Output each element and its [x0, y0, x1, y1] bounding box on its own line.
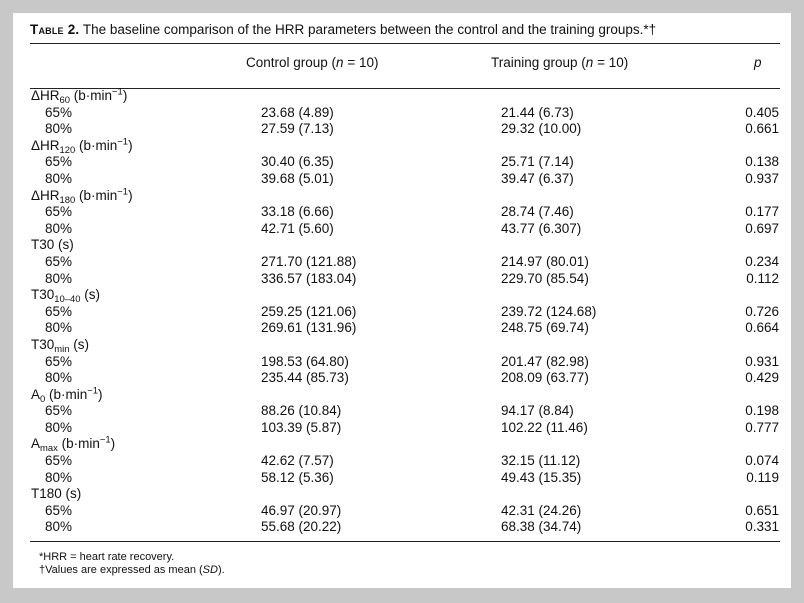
table-row — [13, 420, 791, 437]
group-label-row — [13, 436, 791, 453]
table-title: The baseline comparison of the HRR parameters between the control and the training groups.*† — [79, 22, 657, 37]
training-value-cell: 248.75 (69.74) — [501, 320, 589, 336]
control-value-cell: 58.12 (5.36) — [261, 469, 334, 485]
header-control-group: Control group (n = 10) — [246, 55, 379, 70]
training-value-cell: 43.77 (6.307) — [501, 220, 582, 236]
table-row — [13, 221, 791, 238]
top-rule — [30, 43, 780, 44]
parameter-label: $T30_{10-40}$ (s) — [31, 287, 101, 306]
control-value-cell: 271.70 (121.88) — [261, 253, 357, 269]
training-value-cell: 28.74 (7.46) — [501, 204, 574, 220]
table-row — [13, 519, 791, 536]
intensity-cell: 80% — [45, 220, 73, 236]
table-row — [13, 453, 791, 470]
table-row — [13, 171, 791, 188]
intensity-cell: 80% — [45, 270, 73, 286]
control-value-cell: 103.39 (5.87) — [261, 419, 342, 435]
p-value-cell: 0.405 — [745, 104, 779, 120]
intensity-cell: 80% — [45, 121, 73, 137]
training-value-cell: 201.47 (82.98) — [501, 353, 589, 369]
group-label-row — [13, 237, 791, 254]
training-value-cell: 214.97 (80.01) — [501, 253, 589, 269]
group-label-row — [13, 337, 791, 354]
p-value-cell: 0.931 — [745, 353, 779, 369]
p-value-cell: 0.664 — [745, 320, 779, 336]
control-value-cell: 55.68 (20.22) — [261, 519, 342, 535]
table-panel — [13, 13, 791, 588]
p-value-cell: 0.138 — [745, 154, 779, 170]
table-row — [13, 271, 791, 288]
footnote-values: †Values are expressed as mean (SD). — [39, 564, 225, 576]
intensity-cell: 80% — [45, 519, 73, 535]
table-row — [13, 370, 791, 387]
control-value-cell: 259.25 (121.06) — [261, 303, 357, 319]
parameter-label: $\Delta HR_{120}$ $(b\cdot\min^{-1})$ — [31, 136, 133, 156]
control-value-cell: 42.62 (7.57) — [261, 453, 334, 469]
footnote-hrr: *HRR = heart rate recovery. — [39, 551, 175, 563]
control-value-cell: 27.59 (7.13) — [261, 121, 334, 137]
parameter-label: $\Delta HR_{180}$ $(b\cdot\min^{-1})$ — [31, 186, 133, 206]
control-value-cell: 198.53 (64.80) — [261, 353, 349, 369]
parameter-label: T180 (s) — [31, 486, 82, 502]
intensity-cell: 65% — [45, 353, 73, 369]
intensity-cell: 80% — [45, 320, 73, 336]
training-value-cell: 32.15 (11.12) — [501, 453, 581, 469]
intensity-cell: 80% — [45, 370, 73, 386]
parameter-label: T30 (s) — [31, 237, 74, 253]
table-row — [13, 304, 791, 321]
table-row — [13, 354, 791, 371]
p-value-cell: 0.651 — [745, 502, 779, 518]
table-row — [13, 320, 791, 337]
control-value-cell: 33.18 (6.66) — [261, 204, 334, 220]
intensity-cell: 65% — [45, 154, 73, 170]
parameter-label: $\Delta HR_{60}$ $(b\cdot\min^{-1})$ — [31, 86, 128, 106]
control-value-cell: 269.61 (131.96) — [261, 320, 357, 336]
table-row — [13, 204, 791, 221]
parameter-label: $A_0$ $(b\cdot\min^{-1})$ — [31, 385, 103, 405]
p-value-cell: 0.697 — [745, 220, 779, 236]
control-value-cell: 39.68 (5.01) — [261, 170, 334, 186]
table-row — [13, 403, 791, 420]
training-value-cell: 39.47 (6.37) — [501, 170, 574, 186]
control-value-cell: 42.71 (5.60) — [261, 220, 334, 236]
training-value-cell: 229.70 (85.54) — [501, 270, 589, 286]
p-value-cell: 0.331 — [745, 519, 779, 535]
p-value-cell: 0.777 — [745, 419, 779, 435]
header-training-group: Training group (n = 10) — [491, 55, 629, 70]
table-row — [13, 154, 791, 171]
intensity-cell: 80% — [45, 170, 73, 186]
control-value-cell: 88.26 (10.84) — [261, 403, 342, 419]
table-row — [13, 254, 791, 271]
training-value-cell: 94.17 (8.84) — [501, 403, 574, 419]
training-value-cell: 25.71 (7.14) — [501, 154, 574, 170]
group-label-row — [13, 138, 791, 155]
table-row — [13, 470, 791, 487]
p-value-cell: 0.726 — [745, 303, 779, 319]
table-row — [13, 503, 791, 520]
p-value-cell: 0.198 — [745, 403, 779, 419]
intensity-cell: 65% — [45, 303, 73, 319]
control-value-cell: 336.57 (183.04) — [261, 270, 357, 286]
p-value-cell: 0.074 — [745, 453, 779, 469]
group-label-row — [13, 387, 791, 404]
p-value-cell: 0.119 — [746, 469, 779, 485]
p-value-cell: 0.429 — [745, 370, 779, 386]
intensity-cell: 65% — [45, 403, 73, 419]
intensity-cell: 65% — [45, 502, 73, 518]
control-value-cell: 23.68 (4.89) — [261, 104, 334, 120]
table-header — [13, 55, 791, 73]
group-label-row — [13, 287, 791, 304]
parameter-label: $A_{max}$ $(b\cdot\min^{-1})$ — [31, 434, 116, 455]
intensity-cell: 80% — [45, 469, 73, 485]
table-caption — [30, 21, 790, 39]
table-number: Table 2. — [30, 22, 80, 37]
group-label-row — [13, 88, 791, 105]
p-value-cell: 0.234 — [745, 253, 779, 269]
p-value-cell: 0.112 — [746, 270, 779, 286]
training-value-cell: 208.09 (63.77) — [501, 370, 589, 386]
parameter-label: $T30_{min}$ (s) — [31, 336, 89, 355]
table-body — [13, 88, 791, 536]
control-value-cell: 46.97 (20.97) — [261, 502, 342, 518]
control-value-cell: 30.40 (6.35) — [261, 154, 334, 170]
control-value-cell: 235.44 (85.73) — [261, 370, 349, 386]
header-p-value: p — [754, 55, 762, 70]
bottom-rule — [30, 541, 780, 542]
training-value-cell: 21.44 (6.73) — [501, 104, 574, 120]
group-label-row — [13, 486, 791, 503]
table-row — [13, 105, 791, 122]
table-row — [13, 121, 791, 138]
training-value-cell: 29.32 (10.00) — [501, 121, 582, 137]
intensity-cell: 65% — [45, 204, 73, 220]
intensity-cell: 65% — [45, 253, 73, 269]
intensity-cell: 80% — [45, 419, 73, 435]
p-value-cell: 0.177 — [745, 204, 779, 220]
p-value-cell: 0.661 — [745, 121, 779, 137]
training-value-cell: 239.72 (124.68) — [501, 303, 597, 319]
training-value-cell: 102.22 (11.46) — [501, 419, 588, 435]
intensity-cell: 65% — [45, 104, 73, 120]
training-value-cell: 49.43 (15.35) — [501, 469, 582, 485]
p-value-cell: 0.937 — [745, 170, 779, 186]
training-value-cell: 42.31 (24.26) — [501, 502, 582, 518]
group-label-row — [13, 188, 791, 205]
training-value-cell: 68.38 (34.74) — [501, 519, 582, 535]
intensity-cell: 65% — [45, 453, 73, 469]
